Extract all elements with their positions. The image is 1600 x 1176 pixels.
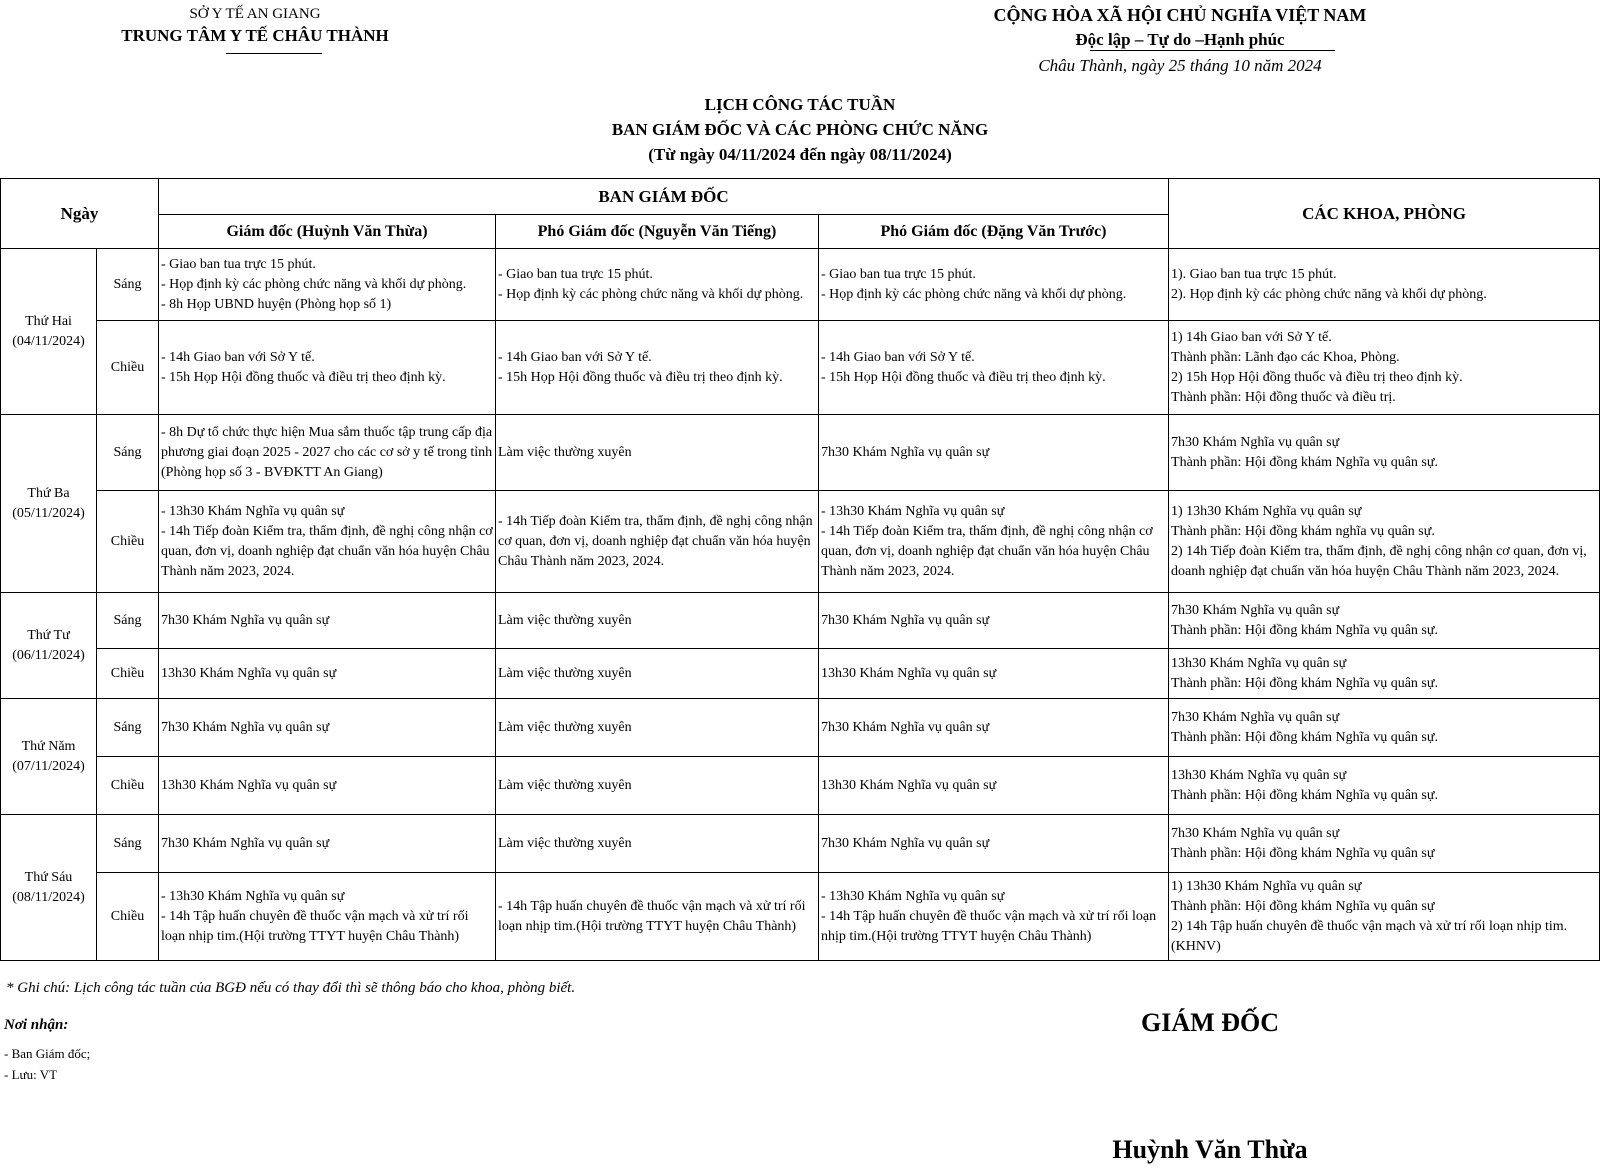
schedule-line: 7h30 Khám Nghĩa vụ quân sự: [821, 444, 990, 460]
day-date: (04/11/2024): [12, 333, 85, 349]
schedule-line: 7h30 Khám Nghĩa vụ quân sự: [1171, 602, 1340, 618]
schedule-cell-pgd2: [819, 699, 1169, 757]
schedule-cell-pgd2: [819, 873, 1169, 961]
schedule-cell-pgd2: [819, 815, 1169, 873]
title-line-2: BAN GIÁM ĐỐC VÀ CÁC PHÒNG CHỨC NĂNG: [611, 120, 989, 139]
header-giam-doc: Giám đốc (Huỳnh Văn Thừa): [159, 215, 496, 249]
schedule-cell-pgd1: [496, 815, 819, 873]
recipients-label: Nơi nhận:: [4, 1017, 69, 1033]
day-date: (05/11/2024): [12, 505, 85, 521]
place-date: Châu Thành, ngày 25 tháng 10 năm 2024: [1038, 56, 1322, 75]
schedule-row: [1, 249, 1600, 321]
schedule-line: Thành phần: Hội đồng khám Nghĩa vụ quân sự.: [1171, 454, 1438, 470]
schedule-cell-gd: [159, 815, 496, 873]
schedule-line: Thành phần: Lãnh đạo các Khoa, Phòng.: [1171, 349, 1400, 365]
schedule-cell-khoa: [1169, 593, 1600, 649]
session-label: Sáng: [97, 415, 159, 491]
day-date: (08/11/2024): [12, 889, 85, 905]
schedule-line: - Họp định kỳ các phòng chức năng và khối dự phòng.: [161, 276, 467, 292]
schedule-cell-gd: [159, 415, 496, 491]
national-motto: Độc lập – Tự do –Hạnh phúc: [1075, 30, 1285, 49]
schedule-line: - 15h Họp Hội đồng thuốc và điều trị theo định kỳ.: [161, 369, 446, 385]
schedule-line: 13h30 Khám Nghĩa vụ quân sự: [1171, 655, 1347, 671]
schedule-line: 13h30 Khám Nghĩa vụ quân sự: [161, 665, 337, 681]
schedule-row: [1, 699, 1600, 757]
day-cell: [1, 815, 97, 961]
schedule-row: [1, 593, 1600, 649]
schedule-cell-khoa: [1169, 815, 1600, 873]
schedule-line: 7h30 Khám Nghĩa vụ quân sự: [161, 719, 330, 735]
schedule-cell-khoa: [1169, 873, 1600, 961]
schedule-cell-khoa: [1169, 415, 1600, 491]
header-khoa-phong: CÁC KHOA, PHÒNG: [1169, 179, 1600, 249]
schedule-cell-pgd1: [496, 699, 819, 757]
schedule-line: 7h30 Khám Nghĩa vụ quân sự: [161, 835, 330, 851]
schedule-line: - 13h30 Khám Nghĩa vụ quân sự: [821, 888, 1005, 904]
schedule-line: 1) 14h Giao ban với Sở Y tế.: [1171, 329, 1332, 345]
day-date: (07/11/2024): [12, 758, 85, 774]
org-header: [100, 4, 410, 48]
schedule-row: [1, 815, 1600, 873]
schedule-row: [1, 415, 1600, 491]
day-name: Thứ Năm: [21, 738, 76, 754]
schedule-line: Thành phần: Hội đồng khám Nghĩa vụ quân sự.: [1171, 675, 1438, 691]
schedule-line: 13h30 Khám Nghĩa vụ quân sự: [161, 777, 337, 793]
day-date: (06/11/2024): [12, 647, 85, 663]
schedule-line: - Họp định kỳ các phòng chức năng và khối dự phòng.: [821, 286, 1127, 302]
schedule-line: - 8h Họp UBND huyện (Phòng họp số 1): [161, 296, 392, 312]
schedule-cell-pgd1: [496, 757, 819, 815]
schedule-line: Làm việc thường xuyên: [498, 777, 632, 793]
schedule-cell-gd: [159, 321, 496, 415]
schedule-cell-pgd1: [496, 593, 819, 649]
schedule-line: 7h30 Khám Nghĩa vụ quân sự: [1171, 434, 1340, 450]
schedule-line: - 14h Tiếp đoàn Kiểm tra, thẩm định, đề nghị công nhận cơ quan, đơn vị, doanh nghiệp đạt chuẩn văn hóa huyện Châu Thành năm 2023, 2024.: [498, 513, 813, 569]
motto-underline: [1090, 50, 1335, 51]
header-day: Ngày: [1, 179, 159, 249]
session-label: Sáng: [97, 593, 159, 649]
schedule-line: 2). Họp định kỳ các phòng chức năng và khối dự phòng.: [1171, 286, 1487, 302]
schedule-line: - Giao ban tua trực 15 phút.: [821, 266, 976, 282]
schedule-cell-pgd2: [819, 321, 1169, 415]
recipients-list: [4, 1043, 90, 1085]
header-bgd: BAN GIÁM ĐỐC: [159, 179, 1169, 215]
day-cell: [1, 249, 97, 415]
schedule-line: Thành phần: Hội đồng khám Nghĩa vụ quân sự.: [1171, 729, 1438, 745]
schedule-line: - 14h Giao ban với Sở Y tế.: [498, 349, 652, 365]
signature-title: GIÁM ĐỐC: [1141, 1008, 1279, 1037]
schedule-cell-gd: [159, 593, 496, 649]
schedule-cell-pgd2: [819, 415, 1169, 491]
org-parent: SỞ Y TẾ AN GIANG: [189, 6, 321, 22]
schedule-cell-pgd2: [819, 491, 1169, 593]
schedule-line: - Họp định kỳ các phòng chức năng và khối dự phòng.: [498, 286, 804, 302]
session-label: Chiều: [97, 321, 159, 415]
schedule-line: 7h30 Khám Nghĩa vụ quân sự: [821, 612, 990, 628]
schedule-cell-gd: [159, 757, 496, 815]
day-cell: [1, 699, 97, 815]
schedule-cell-pgd2: [819, 649, 1169, 699]
schedule-line: - 15h Họp Hội đồng thuốc và điều trị theo định kỳ.: [821, 369, 1106, 385]
schedule-line: Làm việc thường xuyên: [498, 612, 632, 628]
national-header: [960, 2, 1400, 80]
schedule-line: 7h30 Khám Nghĩa vụ quân sự: [821, 719, 990, 735]
schedule-line: 1). Giao ban tua trực 15 phút.: [1171, 266, 1337, 282]
schedule-cell-gd: [159, 649, 496, 699]
session-label: Sáng: [97, 815, 159, 873]
schedule-line: 7h30 Khám Nghĩa vụ quân sự: [161, 612, 330, 628]
schedule-cell-gd: [159, 873, 496, 961]
org-name: TRUNG TÂM Y TẾ CHÂU THÀNH: [121, 26, 389, 45]
schedule-line: - 13h30 Khám Nghĩa vụ quân sự: [161, 888, 345, 904]
day-name: Thứ Ba: [27, 485, 70, 501]
schedule-line: 13h30 Khám Nghĩa vụ quân sự: [1171, 767, 1347, 783]
footer-note: * Ghi chú: Lịch công tác tuần của BGĐ nếu có thay đổi thì sẽ thông báo cho khoa, phòng biết.: [6, 980, 576, 996]
schedule-line: - 14h Tiếp đoàn Kiểm tra, thẩm định, đề nghị công nhận cơ quan, đơn vị, doanh nghiệp đạt chuẩn văn hóa huyện Châu Thành năm 2023, 2024.: [821, 523, 1153, 579]
schedule-line: 13h30 Khám Nghĩa vụ quân sự: [821, 665, 997, 681]
day-cell: [1, 415, 97, 593]
session-label: Chiều: [97, 757, 159, 815]
schedule-cell-pgd2: [819, 593, 1169, 649]
schedule-line: - 13h30 Khám Nghĩa vụ quân sự: [161, 503, 345, 519]
schedule-row: [1, 491, 1600, 593]
schedule-line: - Giao ban tua trực 15 phút.: [161, 256, 316, 272]
schedule-line: 7h30 Khám Nghĩa vụ quân sự: [1171, 825, 1340, 841]
schedule-cell-pgd1: [496, 321, 819, 415]
schedule-line: - 14h Tập huấn chuyên đề thuốc vận mạch và xử trí rối loạn nhịp tim.(Hội trường TTYT huyện Châu Thành): [161, 908, 469, 944]
schedule-row: [1, 649, 1600, 699]
schedule-line: - Giao ban tua trực 15 phút.: [498, 266, 653, 282]
schedule-row: [1, 757, 1600, 815]
schedule-row: [1, 873, 1600, 961]
schedule-cell-pgd2: [819, 249, 1169, 321]
schedule-line: 2) 14h Tiếp đoàn Kiểm tra, thẩm định, đề nghị công nhận cơ quan, đơn vị, doanh nghiệp đạt chuẩn văn hóa huyện Châu Thành năm 2023, 2024.: [1171, 543, 1587, 579]
schedule-cell-khoa: [1169, 757, 1600, 815]
schedule-cell-gd: [159, 491, 496, 593]
schedule-line: - 8h Dự tổ chức thực hiện Mua sắm thuốc tập trung cấp địa phương giai đoạn 2025 - 2027 cho các cơ sở y tế trong tỉnh (Phòng họp số 3 - BVĐKTT An Giang): [161, 424, 493, 480]
schedule-cell-pgd1: [496, 873, 819, 961]
schedule-cell-khoa: [1169, 649, 1600, 699]
schedule-line: 1) 13h30 Khám Nghĩa vụ quân sự: [1171, 503, 1362, 519]
header-pho-giam-doc-1: Phó Giám đốc (Nguyễn Văn Tiếng): [496, 215, 819, 249]
document-title: [0, 92, 1600, 167]
session-label: Chiều: [97, 649, 159, 699]
recipient-item: - Ban Giám đốc;: [4, 1046, 91, 1061]
session-label: Chiều: [97, 873, 159, 961]
schedule-line: 2) 14h Tập huấn chuyên đề thuốc vận mạch và xử trí rối loạn nhịp tim.(KHNV): [1171, 918, 1568, 954]
day-name: Thứ Hai: [25, 313, 72, 329]
schedule-line: 1) 13h30 Khám Nghĩa vụ quân sự: [1171, 878, 1362, 894]
schedule-cell-khoa: [1169, 249, 1600, 321]
session-label: Sáng: [97, 699, 159, 757]
schedule-line: - 14h Tiếp đoàn Kiểm tra, thẩm định, đề nghị công nhận cơ quan, đơn vị, doanh nghiệp đạt chuẩn văn hóa huyện Châu Thành năm 2023, 2024.: [161, 523, 493, 579]
schedule-cell-pgd1: [496, 649, 819, 699]
schedule-line: Thành phần: Hội đồng khám Nghĩa vụ quân sự: [1171, 898, 1435, 914]
session-label: Sáng: [97, 249, 159, 321]
schedule-cell-khoa: [1169, 491, 1600, 593]
header-pho-giam-doc-2: Phó Giám đốc (Đặng Văn Trước): [819, 215, 1169, 249]
schedule-line: Làm việc thường xuyên: [498, 719, 632, 735]
schedule-cell-gd: [159, 249, 496, 321]
schedule-cell-pgd1: [496, 249, 819, 321]
recipient-item: - Lưu: VT: [4, 1067, 58, 1082]
day-name: Thứ Sáu: [24, 869, 73, 885]
schedule-cell-pgd1: [496, 491, 819, 593]
schedule-line: - 14h Tập huấn chuyên đề thuốc vận mạch và xử trí rối loạn nhịp tim.(Hội trường TTYT huyện Châu Thành): [821, 908, 1157, 944]
schedule-line: - 14h Tập huấn chuyên đề thuốc vận mạch và xử trí rối loạn nhịp tim.(Hội trường TTYT huyện Châu Thành): [498, 898, 806, 934]
schedule-cell-pgd1: [496, 415, 819, 491]
schedule-line: - 13h30 Khám Nghĩa vụ quân sự: [821, 503, 1005, 519]
schedule-line: Làm việc thường xuyên: [498, 835, 632, 851]
schedule-line: Thành phần: Hội đồng khám Nghĩa vụ quân sự.: [1171, 622, 1438, 638]
day-name: Thứ Tư: [27, 627, 70, 643]
schedule-line: Thành phần: Hội đồng khám Nghĩa vụ quân sự.: [1171, 787, 1438, 803]
schedule-line: Thành phần: Hội đồng thuốc và điều trị.: [1171, 389, 1396, 405]
schedule-cell-pgd2: [819, 757, 1169, 815]
schedule-cell-gd: [159, 699, 496, 757]
schedule-line: Làm việc thường xuyên: [498, 444, 632, 460]
schedule-line: 2) 15h Họp Hội đồng thuốc và điều trị theo định kỳ.: [1171, 369, 1463, 385]
schedule-line: 13h30 Khám Nghĩa vụ quân sự: [821, 777, 997, 793]
schedule-line: Làm việc thường xuyên: [498, 665, 632, 681]
schedule-line: - 14h Giao ban với Sở Y tế.: [161, 349, 315, 365]
title-line-3: (Từ ngày 04/11/2024 đến ngày 08/11/2024): [648, 145, 952, 164]
schedule-line: 7h30 Khám Nghĩa vụ quân sự: [821, 835, 990, 851]
schedule-line: Thành phần: Hội đồng khám nghĩa vụ quân sự.: [1171, 523, 1435, 539]
schedule-line: Thành phần: Hội đồng khám Nghĩa vụ quân sự: [1171, 845, 1435, 861]
national-name: CỘNG HÒA XÃ HỘI CHỦ NGHĨA VIỆT NAM: [993, 5, 1367, 25]
schedule-body: [1, 249, 1600, 961]
title-line-1: LỊCH CÔNG TÁC TUẦN: [704, 95, 896, 114]
schedule-line: 7h30 Khám Nghĩa vụ quân sự: [1171, 709, 1340, 725]
schedule-line: - 14h Giao ban với Sở Y tế.: [821, 349, 975, 365]
day-cell: [1, 593, 97, 699]
signature-name: Huỳnh Văn Thừa: [1112, 1135, 1308, 1164]
schedule-line: - 15h Họp Hội đồng thuốc và điều trị theo định kỳ.: [498, 369, 783, 385]
session-label: Chiều: [97, 491, 159, 593]
org-underline: [226, 53, 322, 54]
schedule-row: [1, 321, 1600, 415]
schedule-table: [0, 178, 1600, 961]
schedule-cell-khoa: [1169, 699, 1600, 757]
schedule-cell-khoa: [1169, 321, 1600, 415]
